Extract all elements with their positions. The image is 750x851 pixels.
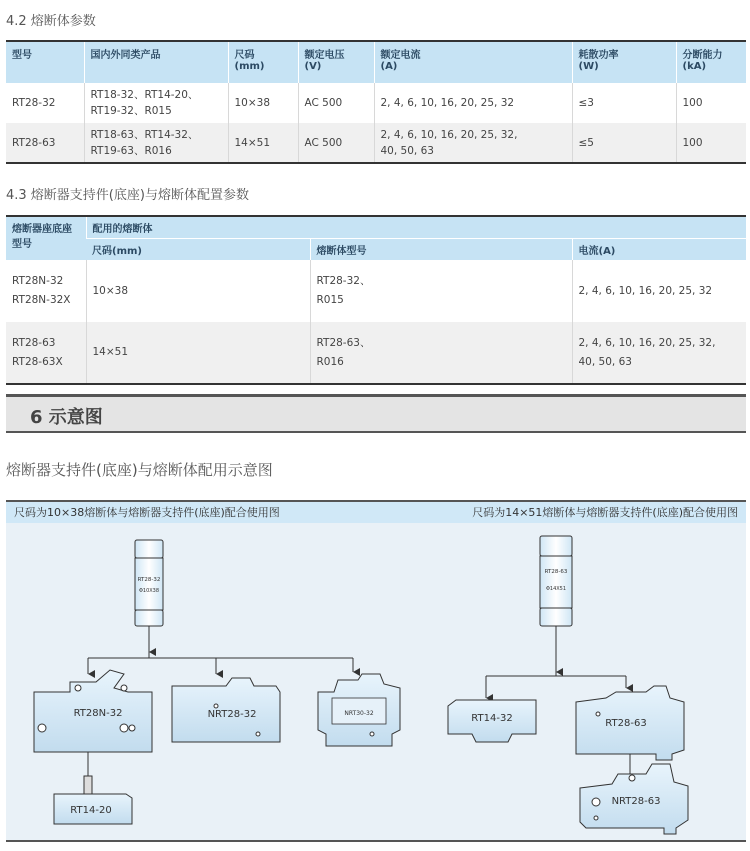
base-rt28-63 xyxy=(576,686,684,760)
fuse-right-model: RT28-63 xyxy=(544,569,568,575)
table-row xyxy=(6,322,746,384)
base-nrt28-32 xyxy=(172,678,280,742)
section-43-title: 4.3 熔断器支持件(底座)与熔断体配置参数 xyxy=(6,188,249,203)
connector-right xyxy=(486,626,626,698)
table-cell: AC 500 xyxy=(298,123,374,163)
diagram-svg xyxy=(6,502,746,842)
section-6-title: 6 示意图 xyxy=(30,407,103,428)
table-cell: 14×51 xyxy=(228,123,298,163)
table-cell: RT28-32、 R015 xyxy=(310,260,572,322)
base-label-rt28-63: RT28-63 xyxy=(605,718,647,729)
table-cell: RT28-32 xyxy=(6,83,84,123)
table-cell: ≤5 xyxy=(572,123,676,163)
table-cell: 100 xyxy=(676,83,746,123)
base-label-nrt30-32: NRT30-32 xyxy=(344,710,374,717)
base-rt14-20 xyxy=(54,794,132,824)
col-header: 耗散功率 (W) xyxy=(572,41,676,83)
table-row xyxy=(6,260,746,322)
base-label-rt14-20: RT14-20 xyxy=(70,805,112,816)
base-nrt30-32 xyxy=(318,674,400,746)
caption-left: 尺码为10×38熔断体与熔断器支持件(底座)配合使用图 xyxy=(6,502,376,523)
fuse-params-table xyxy=(6,40,746,164)
table-cell: RT28N-32 RT28N-32X xyxy=(6,260,86,322)
col-header: 分断能力 (kA) xyxy=(676,41,746,83)
col-header-current: 电流(A) xyxy=(572,239,746,261)
table-cell: RT28-63 RT28-63X xyxy=(6,322,86,384)
table-cell: 2, 4, 6, 10, 16, 20, 25, 32 xyxy=(572,260,746,322)
table-cell: RT28-63 xyxy=(6,123,84,163)
fuse-diagram xyxy=(6,500,746,842)
caption-right: 尺码为14×51熔断体与熔断器支持件(底座)配合使用图 xyxy=(376,502,746,523)
col-header-group: 配用的熔断体 xyxy=(86,216,746,239)
table-cell: RT18-63、RT14-32、 RT19-63、R016 xyxy=(84,123,228,163)
fuse-left xyxy=(135,540,163,626)
table-cell: 2, 4, 6, 10, 16, 20, 25, 32, 40, 50, 63 xyxy=(572,322,746,384)
table-cell: RT28-63、 R016 xyxy=(310,322,572,384)
table-cell: RT18-32、RT14-20、 RT19-32、R015 xyxy=(84,83,228,123)
base-rt14-32 xyxy=(448,700,536,742)
fuse-right xyxy=(540,536,572,626)
col-header-size: 尺码(mm) xyxy=(86,239,310,261)
col-header-model: 熔断体型号 xyxy=(310,239,572,261)
table-cell: 2, 4, 6, 10, 16, 20, 25, 32, 40, 50, 63 xyxy=(374,123,572,163)
table-cell: 10×38 xyxy=(86,260,310,322)
fuse-right-size: Φ14X51 xyxy=(545,586,567,592)
connector-down-left xyxy=(84,752,92,794)
base-config-table xyxy=(6,215,746,385)
table-cell: AC 500 xyxy=(298,83,374,123)
connector-left xyxy=(88,626,353,674)
base-label-rt14-32: RT14-32 xyxy=(471,713,513,724)
section-42-title: 4.2 熔断体参数 xyxy=(6,14,96,29)
table-row xyxy=(6,83,746,123)
table-cell: 100 xyxy=(676,123,746,163)
table-cell: ≤3 xyxy=(572,83,676,123)
col-header: 额定电流 (A) xyxy=(374,41,572,83)
fuse-left-model: RT28-32 xyxy=(137,577,161,583)
fuse-left-size: Φ10X38 xyxy=(138,588,160,594)
table-cell: 10×38 xyxy=(228,83,298,123)
base-label-nrt28-32: NRT28-32 xyxy=(207,709,257,720)
table-row xyxy=(6,123,746,163)
table-cell: 2, 4, 6, 10, 16, 20, 25, 32 xyxy=(374,83,572,123)
base-nrt28-63 xyxy=(580,764,688,834)
col-header: 尺码 (mm) xyxy=(228,41,298,83)
col-header: 型号 xyxy=(6,41,84,83)
base-rt28n-32 xyxy=(34,670,152,752)
col-header: 国内外同类产品 xyxy=(84,41,228,83)
diagram-title: 熔断器支持件(底座)与熔断体配用示意图 xyxy=(6,461,273,479)
base-label-rt28n-32: RT28N-32 xyxy=(73,708,123,719)
section-6-header xyxy=(6,394,746,433)
col-header-base: 熔断器座底座 型号 xyxy=(6,216,86,260)
col-header: 额定电压 (V) xyxy=(298,41,374,83)
table-cell: 14×51 xyxy=(86,322,310,384)
base-label-nrt28-63: NRT28-63 xyxy=(611,796,661,807)
